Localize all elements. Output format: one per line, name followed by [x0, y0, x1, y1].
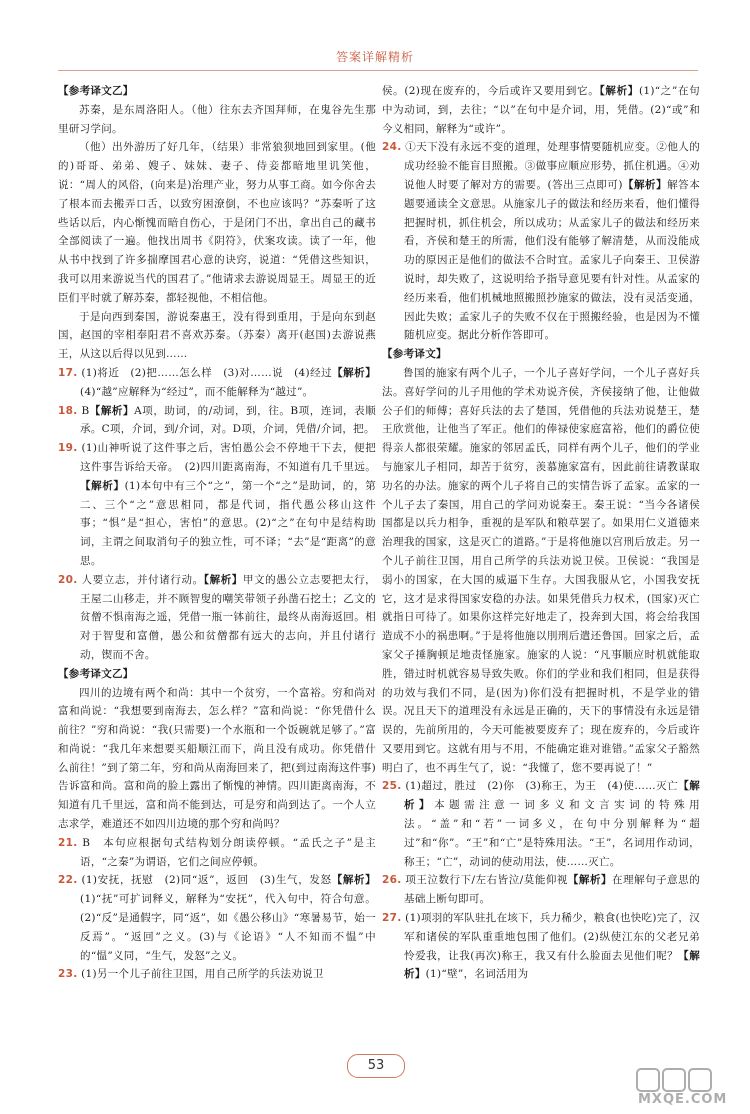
- answer-item-27: 27. (1)项羽的军队驻扎在垓下，兵力稀少，粮食(也快吃)完了，汉军和诸侯的军队重重地包围了他们。(2)纵使江东的父老兄弟怜爱我，让我(再次)称王，我又有什么脸面去见他们呢？【解析】(1)“壁”，名词活用为: [382, 912, 700, 981]
- watermark-box-icon: [662, 1068, 686, 1092]
- left-column: [58, 82, 376, 984]
- answer-item-21: 21. B 本句应根据句式结构划分朗读停顿。“孟氏之子”是主语，“之秦”为谓语，它们之间应停顿。: [58, 836, 376, 868]
- translation-paragraph: 四川的边境有两个和尚：其中一个贫穷，一个富裕。穷和尚对富和尚说：“我想要到南海去，怎么样？”富和尚说：“你凭借什么前往？”穷和尚说：“我(只需要)一个水瓶和一个饭碗就足够了。”富和尚说：“我几年来想要买船顺江而下，尚且没有成功。你凭借什么前往！”到了第二年，穷和尚从南海回来了，把(到过南海这件事)告诉富和尚。富和尚的脸上露出了惭愧的神情。四川距离南海，不知道有几千里远，富和尚不能到达，可是穷和尚到达了。一个人立志求学，难道还不如四川边境的那个穷和尚吗？: [58, 686, 376, 831]
- translation-paragraph: 苏秦，是东周洛阳人。（他）往东去齐国拜师，在鬼谷先生那里研习学问。: [58, 103, 376, 135]
- answer-item-25: 25. (1)超过，胜过 (2)你 (3)称王，为王 (4)使……灭亡【解析】本题需注意一词多义和文言实词的特殊用法。“盖”和“若”一词多义，在句中分别解释为“超过”和“你”。“王”和“亡”是特殊用法。“王”，名词用作动词，称王；“亡”，动词的使动用法，使……灭亡。: [382, 780, 700, 868]
- watermark-box-icon: [636, 1068, 660, 1092]
- translation-paragraph: 于是向西到秦国，游说秦惠王，没有得到重用，于是向东到赵国，赵国的宰相奉阳君不喜欢苏秦。（苏秦）离开(赵国)去游说燕王，从这以后得以见到……: [58, 310, 376, 361]
- reference-translation-heading: 【参考译文】: [382, 348, 447, 361]
- watermark-text: MXQE.COM: [638, 1092, 728, 1107]
- right-column: [382, 82, 700, 984]
- answer-item-26: 26. 项王泣数行下/左右皆泣/莫能仰视【解析】在理解句子意思的基础上断句即可。: [382, 874, 701, 906]
- watermark-box-icon: [688, 1068, 712, 1092]
- answer-item-20: 20. 人要立志，并付诸行动。【解析】甲文的愚公立志要把太行，王屋二山移走，并不顾智叟的嘲笑带领子孙凿石挖土；乙文的贫僧不惧南海之遥，凭借一瓶一钵前往，最终从南海返回。相对于智叟和富僧，愚公和贫僧都有远大的志向，并且付诸行动，锲而不舍。: [58, 573, 376, 661]
- header-divider: [58, 70, 698, 71]
- answer-item-24: 24. ①天下没有永远不变的道理，处理事情要随机应变。②他人的成功经验不能盲目照搬。③做事应顺应形势，抓住机遇。④劝说他人时要了解对方的需要。(答出三点即可)【解析】解答本题要通读全文意思。从施家儿子的做法和经历来看，他们懂得把握时机，抓住机会，所以成功；从孟家儿子的做法和经历来看，齐侯和楚王的所需，他们没有能够了解清楚，从而没能成功的原因正是他们的做法不合时宜。孟家儿子向秦王、卫侯游说时，却失败了，这说明给予指导意见要有针对性。从孟家的经历来看，他们机械地照搬照抄施家的做法，没有灵活变通，因此失败；孟家儿子的失败不仅在于照搬经验，也是因为不懂随机应变。据此分析作答即可。: [382, 141, 700, 342]
- page-number: 53: [347, 1054, 405, 1078]
- translation-paragraph: 鲁国的施家有两个儿子，一个儿子喜好学问，一个儿子喜好兵法。喜好学问的儿子用他的学术劝说齐侯，齐侯接纳了他，让他做公子们的师傅；喜好兵法的去了楚国，凭借他的兵法劝说楚王，楚王欣赏他，让他当了军正。他们的俸禄使家庭富裕，他们的爵位使得亲人都很荣耀。施家的邻居孟氏，同样有两个儿子，他们的学业与施家儿子相同，却苦于贫穷，羡慕施家富有，因此前往请教谋取功名的办法。施家的两个儿子将自己的实情告诉了孟家。孟家的一个儿子去了秦国，用自己的学问劝说秦王。秦王说：“当今各诸侯国都是以兵力相争，重视的是军队和粮草罢了。如果用仁义道德来治理我的国家，这是灭亡的道路。”于是将他施以宫刑后放走。另一个儿子前往卫国，用自己所学的兵法劝说卫侯。卫侯说：“我国是弱小的国家，在大国的威逼下生存。大国我服从它，小国我安抚它，这才是求得国家安稳的办法。如果凭借兵力权术，(国家)灭亡就指日可待了。如果你这样完好地走了，投奔到大国，将会给我国造成不小的祸患啊。”于是将他施以刖刑后遣还鲁国。回家之后，孟家父子捶胸顿足地责怪施家。施家的人说：“凡事顺应时机就能取胜，错过时机就容易导致失败。你们的学业和我们相同，但是获得的功效与我们不同，是(因为)你们没有把握时机，不是学业的错误。况且天下的道理没有永远是正确的，天下的事情没有永远是错误的，先前所用的，今天可能被要废弃了；现在废弃的，今后或许又要用到它。这就有用与不用，不能确定谁对谁错。”孟家父子豁然明白了，也不再生气了，说：“我懂了，您不要再说了！”: [382, 366, 700, 774]
- page-header-title: 答案详解精析: [335, 50, 414, 64]
- answer-continuation: 侯。(2)现在废弃的，今后或许又要用到它。【解析】(1)“之”在句中为动词，到，去往；“以”在句中是介词，用，凭借。(2)“或”和今义相同，解释为“或许”。: [382, 85, 700, 135]
- answer-item-23: 23. (1)另一个儿子前往卫国，用自己所学的兵法劝说卫: [58, 968, 324, 981]
- reference-translation-heading: 【参考译文乙】: [58, 85, 134, 97]
- reference-translation-heading: 【参考译文乙】: [58, 667, 134, 680]
- answer-item-17: 17. (1)将近 (2)把……怎么样 (3)对……说 (4)经过【解析】(4)“越”应解释为“经过”，而不能解释为“越过”。: [58, 366, 377, 398]
- answer-item-22: 22. (1)安抚，抚慰 (2)同“返”，返回 (3)生气，发怒【解析】(1)“抚”可扩词释义，解释为“安抚”，代入句中，符合句意。(2)“反”是通假字，同“返”，如《愚公移山》“寒暑易节，始一反焉”。“返回”之义。(3)与《论语》“人不知而不愠”中的“愠”义同，“生气，发怒”之义。: [58, 874, 376, 962]
- translation-paragraph: （他）出外游历了好几年，（结果）非常狼狈地回到家里。(他的)哥哥、弟弟、嫂子、妹妹、妻子、侍妾都暗地里讥笑他，说：“周人的风俗，(向来是)治理产业，努力从事工商。如今你舍去了根本而去搬弄口舌，以致穷困潦倒，不也应该吗？”苏秦听了这些话以后，内心惭愧而暗自伤心，于是闭门不出，拿出自己的藏书全部阅读了一遍。他找出周书《阴符》，伏案攻读。读了一年，他从书中找到了许多揣摩国君心意的诀窍，说道：“凭借这些知识，我可以用来游说当代的国君了。”他请求去游说周显王。周显王的近臣们平时就了解苏秦，都轻视他，不相信他。: [58, 141, 376, 304]
- answer-item-19: 19. (1)山神听说了这件事之后，害怕愚公会不停地干下去，便把这件事告诉给天帝。 (2)四川距离南海，不知道有几千里远。【解析】(1)本句中有三个“之”，第一个“之”是助词，的，第二、三个“之”意思相同，都是代词，指代愚公移山这件事；“惧”是“担心，害怕”的意思。(2)“之”在句中是结构助词，主谓之间取消句子的独立性，可不译；“去”是“距离”的意思。: [58, 442, 377, 567]
- site-watermark-logo: [632, 1068, 742, 1108]
- answer-item-18: 18. B【解析】A项，助词，的/动词，到，往。B项，连词，表顺承。C项，介词，到/介词，对。D项，介词，凭借/介词，把。: [58, 404, 376, 436]
